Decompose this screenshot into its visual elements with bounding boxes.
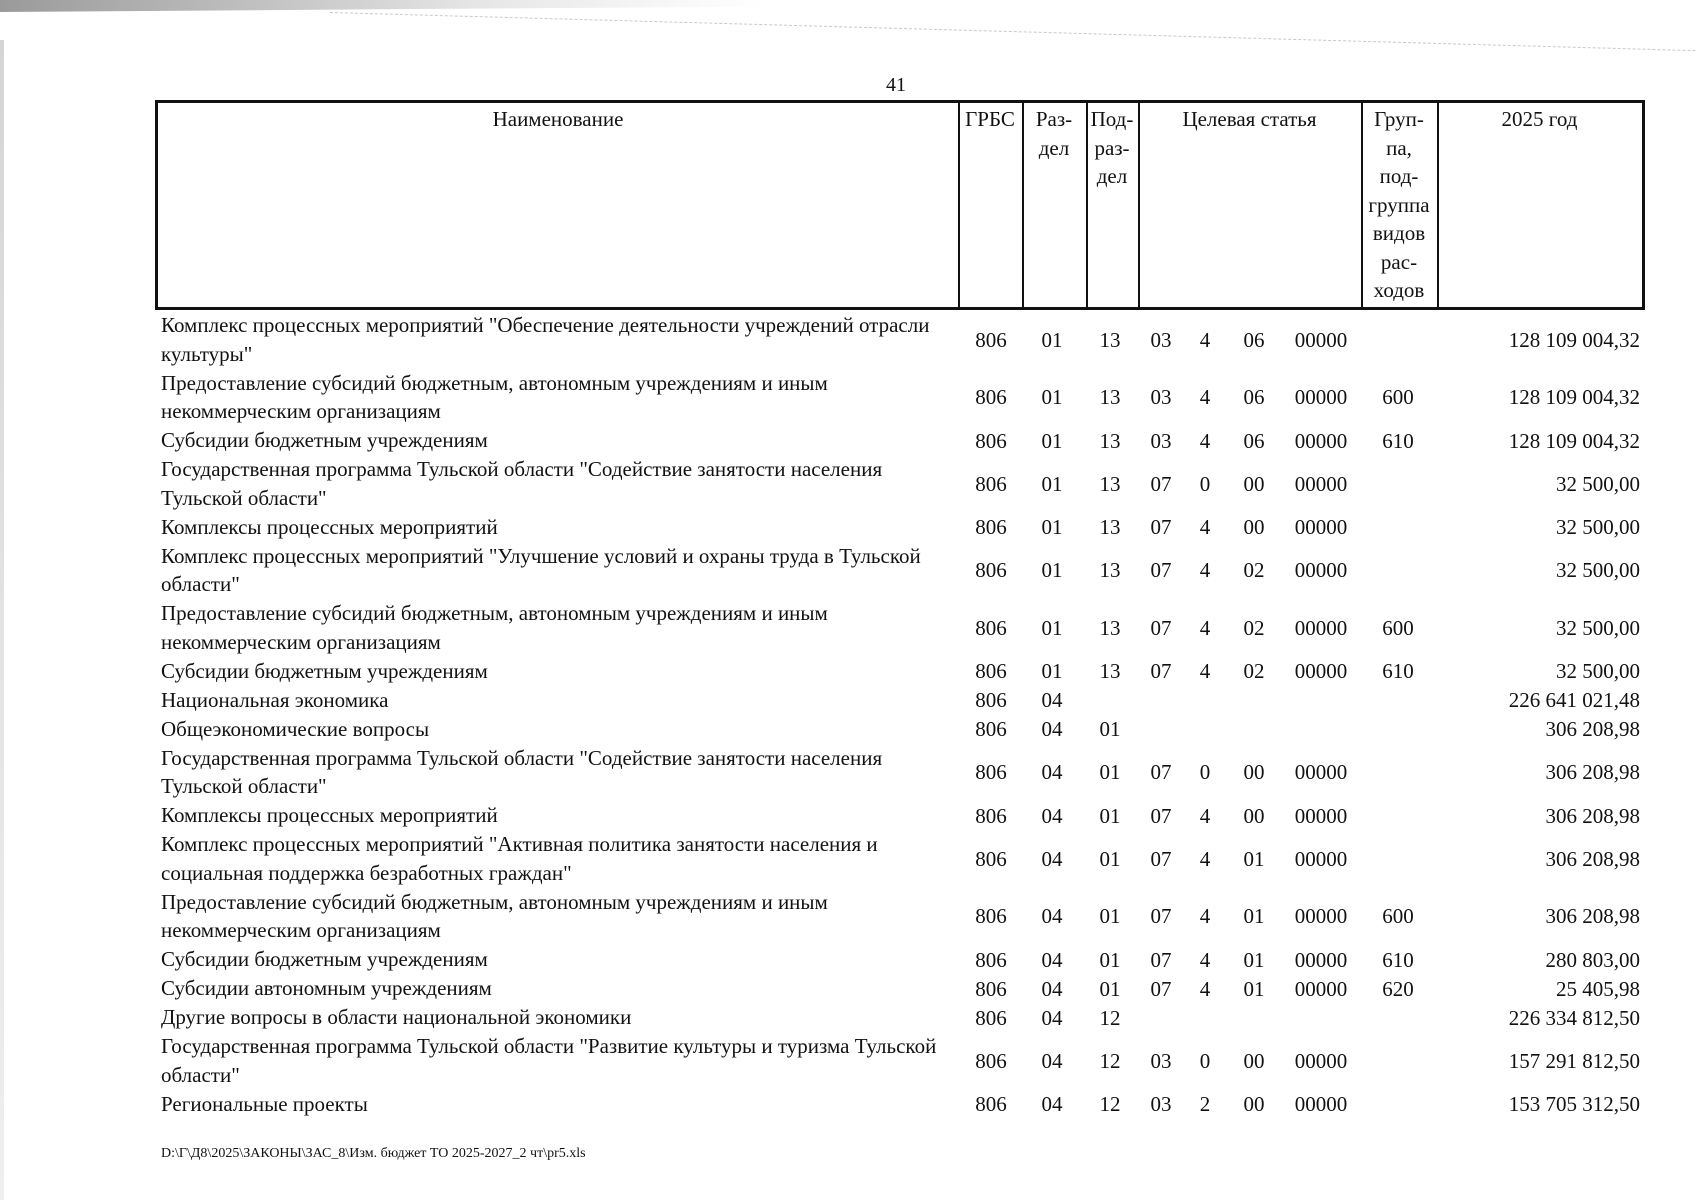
- table-row: [0, 311, 1696, 369]
- cell-amount: 32 500,00: [1556, 659, 1640, 683]
- cell-grbs: 806: [975, 558, 1007, 583]
- cell-target-program: 07: [1150, 471, 1172, 496]
- cell-target-subprogram: 00: [1243, 803, 1265, 828]
- cell-razdel: 04: [1041, 976, 1063, 1001]
- cell-grbs: 806: [975, 688, 1007, 712]
- cell-amount: 32 500,00: [1556, 615, 1640, 640]
- cell-amount: 306 208,98: [1545, 846, 1640, 871]
- cell-name: Государственная программа Тульской области "Содействие занятости населения Тульской области": [161, 745, 883, 798]
- cell-target-program: 03: [1150, 385, 1172, 410]
- cell-target-type: 4: [1199, 659, 1211, 683]
- cell-razdel: 01: [1041, 659, 1063, 683]
- cell-name: Государственная программа Тульской области "Содействие занятости населения Тульской области": [161, 457, 883, 510]
- cell-target-direction: 00000: [1294, 846, 1348, 871]
- cell-grbs: 806: [975, 846, 1007, 871]
- cell-amount: 306 208,98: [1545, 904, 1640, 929]
- cell-target-program: 03: [1150, 428, 1172, 453]
- cell-razdel: 01: [1041, 428, 1063, 453]
- cell-target-type: 4: [1199, 904, 1211, 929]
- cell-grbs: 806: [975, 428, 1007, 453]
- cell-podrazdel: 12: [1099, 1092, 1121, 1116]
- cell-target-subprogram: 02: [1243, 558, 1265, 583]
- table-row: [0, 888, 1696, 946]
- cell-target-direction: 00000: [1294, 558, 1348, 583]
- cell-grbs: 806: [975, 659, 1007, 683]
- header-name: Наименование: [492, 107, 624, 131]
- cell-name: Комплекс процессных мероприятий "Улучшение условий и охраны труда в Тульской области": [161, 543, 921, 596]
- cell-name: Национальная экономика: [161, 687, 389, 712]
- scan-artifact-line: [329, 12, 1696, 101]
- cell-target-subprogram: 01: [1243, 846, 1265, 871]
- cell-razdel: 04: [1041, 1048, 1063, 1073]
- page-number: 41: [886, 74, 906, 96]
- table-row: [0, 945, 1696, 974]
- header-podrazdel: Под- раз- дел: [1090, 107, 1134, 188]
- cell-target-type: 4: [1199, 515, 1211, 539]
- cell-vid-group: 610: [1382, 659, 1414, 683]
- cell-grbs: 806: [975, 385, 1007, 410]
- table-row: [0, 974, 1696, 1003]
- cell-target-subprogram: 06: [1243, 428, 1265, 453]
- cell-target-direction: 00000: [1294, 615, 1348, 640]
- cell-name: Предоставление субсидий бюджетным, автономным учреждениям и иным некоммерческим организациям: [161, 889, 828, 942]
- cell-podrazdel: 13: [1099, 515, 1121, 539]
- cell-amount: 128 109 004,32: [1508, 327, 1640, 352]
- cell-podrazdel: 12: [1099, 1005, 1121, 1030]
- cell-podrazdel: 01: [1099, 760, 1121, 785]
- cell-podrazdel: 13: [1099, 385, 1121, 410]
- cell-target-type: 4: [1199, 976, 1211, 1001]
- cell-razdel: 01: [1041, 385, 1063, 410]
- header-vid-group: Груп- па, под- группа видов рас- ходов: [1368, 107, 1430, 302]
- cell-target-direction: 00000: [1294, 471, 1348, 496]
- cell-podrazdel: 01: [1099, 947, 1121, 972]
- cell-target-type: 0: [1199, 1048, 1211, 1073]
- cell-target-subprogram: 06: [1243, 385, 1265, 410]
- cell-target-direction: 00000: [1294, 904, 1348, 929]
- cell-target-program: 07: [1150, 947, 1172, 972]
- cell-vid-group: 600: [1382, 904, 1414, 929]
- table-row: [0, 542, 1696, 600]
- cell-name: Другие вопросы в области национальной экономики: [161, 1005, 632, 1029]
- cell-target-type: 0: [1199, 760, 1211, 785]
- table-header: [155, 100, 1645, 310]
- cell-target-program: 03: [1150, 1092, 1172, 1116]
- cell-name: Комплексы процессных мероприятий: [161, 514, 498, 539]
- cell-podrazdel: 13: [1099, 615, 1121, 640]
- cell-amount: 153 705 312,50: [1508, 1092, 1640, 1116]
- cell-amount: 32 500,00: [1556, 515, 1640, 539]
- cell-target-program: 07: [1150, 846, 1172, 871]
- cell-podrazdel: 13: [1099, 659, 1121, 683]
- cell-razdel: 04: [1041, 947, 1063, 972]
- cell-target-type: 4: [1199, 615, 1211, 640]
- cell-grbs: 806: [975, 760, 1007, 785]
- cell-name: Региональные проекты: [161, 1091, 368, 1116]
- cell-razdel: 04: [1041, 1005, 1063, 1030]
- cell-grbs: 806: [975, 947, 1007, 972]
- cell-target-program: 03: [1150, 327, 1172, 352]
- cell-target-type: 4: [1199, 947, 1211, 972]
- cell-vid-group: 600: [1382, 615, 1414, 640]
- cell-vid-group: 600: [1382, 385, 1414, 410]
- cell-podrazdel: 13: [1099, 327, 1121, 352]
- cell-amount: 25 405,98: [1556, 976, 1640, 1001]
- cell-target-direction: 00000: [1294, 428, 1348, 453]
- cell-target-direction: 00000: [1294, 385, 1348, 410]
- cell-name: Предоставление субсидий бюджетным, автономным учреждениям и иным некоммерческим организациям: [161, 370, 828, 423]
- cell-razdel: 04: [1041, 760, 1063, 785]
- cell-target-subprogram: 02: [1243, 615, 1265, 640]
- header-year: 2025 год: [1501, 107, 1578, 131]
- cell-podrazdel: 01: [1099, 976, 1121, 1001]
- cell-target-program: 07: [1150, 515, 1172, 539]
- cell-vid-group: 610: [1382, 947, 1414, 972]
- cell-name: Комплекс процессных мероприятий "Обеспечение деятельности учреждений отрасли культуры": [161, 313, 930, 366]
- cell-target-subprogram: 02: [1243, 659, 1265, 683]
- cell-razdel: 04: [1041, 717, 1063, 741]
- cell-razdel: 04: [1041, 846, 1063, 871]
- cell-razdel: 01: [1041, 558, 1063, 583]
- cell-podrazdel: 01: [1099, 717, 1121, 741]
- table-row: [0, 369, 1696, 427]
- cell-grbs: 806: [975, 976, 1007, 1001]
- cell-target-subprogram: 01: [1243, 904, 1265, 929]
- cell-target-direction: 00000: [1294, 659, 1348, 683]
- table-row: [0, 657, 1696, 686]
- cell-name: Комплексы процессных мероприятий: [161, 803, 498, 827]
- cell-target-type: 4: [1199, 803, 1211, 828]
- cell-name: Комплекс процессных мероприятий "Активная политика занятости населения и социальная поддержка безработных граждан": [161, 832, 878, 885]
- cell-target-direction: 00000: [1294, 327, 1348, 352]
- cell-amount: 280 803,00: [1545, 947, 1640, 972]
- cell-grbs: 806: [975, 1005, 1007, 1030]
- cell-amount: 306 208,98: [1545, 803, 1640, 828]
- cell-target-subprogram: 00: [1243, 1092, 1265, 1116]
- cell-podrazdel: 13: [1099, 471, 1121, 496]
- cell-name: Субсидии бюджетным учреждениям: [161, 658, 488, 683]
- header-grbs: ГРБС: [965, 107, 1015, 131]
- cell-grbs: 806: [975, 1092, 1007, 1116]
- cell-grbs: 806: [975, 515, 1007, 539]
- cell-amount: 157 291 812,50: [1508, 1048, 1640, 1073]
- cell-target-program: 07: [1150, 760, 1172, 785]
- table-row: [0, 686, 1696, 715]
- cell-podrazdel: 01: [1099, 846, 1121, 871]
- cell-amount: 32 500,00: [1556, 471, 1640, 496]
- cell-razdel: 01: [1041, 471, 1063, 496]
- cell-podrazdel: 13: [1099, 428, 1121, 453]
- cell-amount: 306 208,98: [1545, 760, 1640, 785]
- cell-target-program: 07: [1150, 659, 1172, 683]
- cell-amount: 128 109 004,32: [1508, 428, 1640, 453]
- cell-target-program: 07: [1150, 803, 1172, 828]
- cell-target-type: 4: [1199, 846, 1211, 871]
- header-target-article: Целевая статья: [1182, 107, 1317, 131]
- cell-name: Государственная программа Тульской области "Развитие культуры и туризма Тульской области": [161, 1034, 937, 1087]
- cell-target-subprogram: 00: [1243, 515, 1265, 539]
- cell-target-direction: 00000: [1294, 760, 1348, 785]
- cell-grbs: 806: [975, 1048, 1007, 1073]
- cell-grbs: 806: [975, 471, 1007, 496]
- cell-target-direction: 00000: [1294, 947, 1348, 972]
- scan-edge-top: [0, 0, 1696, 12]
- header-razdel: Раз- дел: [1035, 107, 1073, 160]
- cell-name: Субсидии автономным учреждениям: [161, 976, 492, 1000]
- cell-amount: 32 500,00: [1556, 558, 1640, 583]
- cell-grbs: 806: [975, 904, 1007, 929]
- cell-amount: 306 208,98: [1545, 717, 1640, 741]
- cell-podrazdel: 01: [1099, 904, 1121, 929]
- cell-target-program: 03: [1150, 1048, 1172, 1073]
- cell-razdel: 04: [1041, 1092, 1063, 1116]
- cell-target-program: 07: [1150, 904, 1172, 929]
- cell-name: Общеэкономические вопросы: [161, 716, 430, 741]
- cell-razdel: 04: [1041, 803, 1063, 828]
- cell-target-program: 07: [1150, 558, 1172, 583]
- table-row: [0, 1090, 1696, 1119]
- cell-target-subprogram: 00: [1243, 760, 1265, 785]
- cell-target-direction: 00000: [1294, 1048, 1348, 1073]
- table-row: [0, 715, 1696, 744]
- table-row: [0, 801, 1696, 830]
- cell-target-type: 4: [1199, 428, 1211, 453]
- table-row: [0, 426, 1696, 455]
- cell-target-direction: 00000: [1294, 976, 1348, 1001]
- cell-grbs: 806: [975, 615, 1007, 640]
- cell-razdel: 01: [1041, 515, 1063, 539]
- cell-target-subprogram: 01: [1243, 947, 1265, 972]
- cell-amount: 128 109 004,32: [1508, 385, 1640, 410]
- cell-grbs: 806: [975, 717, 1007, 741]
- cell-target-type: 0: [1199, 471, 1211, 496]
- cell-amount: 226 334 812,50: [1508, 1005, 1640, 1030]
- cell-name: Предоставление субсидий бюджетным, автономным учреждениям и иным некоммерческим организациям: [161, 601, 828, 654]
- cell-vid-group: 610: [1382, 428, 1414, 453]
- table-row: [0, 513, 1696, 542]
- cell-podrazdel: 13: [1099, 558, 1121, 583]
- table-row: [0, 744, 1696, 802]
- cell-razdel: 01: [1041, 327, 1063, 352]
- cell-razdel: 04: [1041, 688, 1063, 712]
- cell-target-direction: 00000: [1294, 515, 1348, 539]
- cell-razdel: 04: [1041, 904, 1063, 929]
- cell-target-type: 2: [1199, 1092, 1211, 1116]
- cell-name: Субсидии бюджетным учреждениям: [161, 947, 488, 971]
- table-row: [0, 1032, 1696, 1090]
- cell-target-type: 4: [1199, 558, 1211, 583]
- cell-podrazdel: 01: [1099, 803, 1121, 828]
- cell-target-type: 4: [1199, 327, 1211, 352]
- table-row: [0, 455, 1696, 513]
- cell-razdel: 01: [1041, 615, 1063, 640]
- cell-target-program: 07: [1150, 615, 1172, 640]
- cell-target-type: 4: [1199, 385, 1211, 410]
- cell-vid-group: 620: [1382, 976, 1414, 1001]
- cell-target-subprogram: 00: [1243, 1048, 1265, 1073]
- cell-target-direction: 00000: [1294, 1092, 1348, 1116]
- cell-podrazdel: 12: [1099, 1048, 1121, 1073]
- cell-grbs: 806: [975, 327, 1007, 352]
- table-row: [0, 1003, 1696, 1032]
- cell-name: Субсидии бюджетным учреждениям: [161, 428, 488, 452]
- table-row: [0, 599, 1696, 657]
- cell-target-direction: 00000: [1294, 803, 1348, 828]
- cell-target-subprogram: 00: [1243, 471, 1265, 496]
- footer-file-path: D:\Г\Д8\2025\ЗАКОНЫ\ЗАС_8\Изм. бюджет ТО 2025-2027_2 чт\pr5.xls: [161, 1146, 586, 1161]
- cell-amount: 226 641 021,48: [1508, 688, 1640, 712]
- cell-target-subprogram: 06: [1243, 327, 1265, 352]
- cell-target-subprogram: 01: [1243, 976, 1265, 1001]
- cell-grbs: 806: [975, 803, 1007, 828]
- table-row: [0, 830, 1696, 888]
- cell-target-program: 07: [1150, 976, 1172, 1001]
